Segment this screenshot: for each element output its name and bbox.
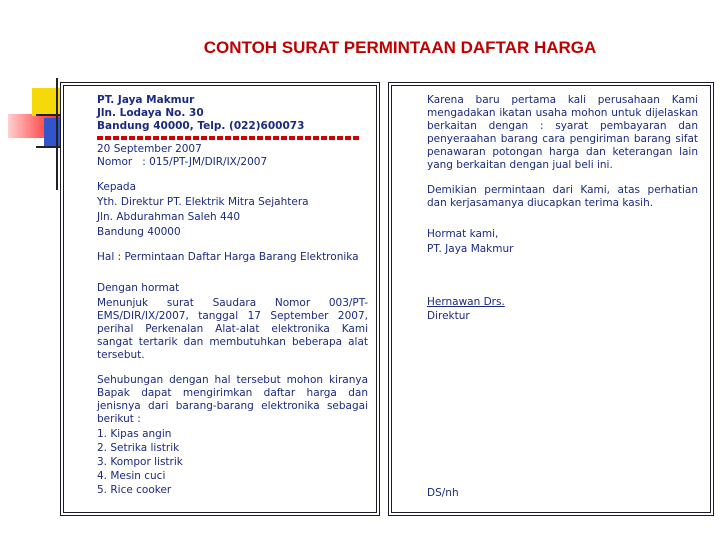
recipient-address: Jln. Abdurahman Saleh 440 [97, 211, 241, 223]
letter-number: Nomor : 015/PT-JM/DIR/IX/2007 [97, 156, 268, 168]
sender-city-phone: Bandung 40000, Telp. (022)600073 [97, 120, 305, 132]
recipient-city: Bandung 40000 [97, 226, 181, 238]
list-item: 2. Setrika listrik [97, 442, 180, 454]
signer-name: Hernawan Drs. [427, 296, 505, 308]
letter-subject: Hal : Permintaan Daftar Harga Barang Elektronika [97, 251, 359, 263]
left-paragraph-2: Sehubungan dengan hal tersebut mohon kiranya Bapak dapat mengirimkan daftar harga dan jenisnya dari barang-barang elektronika sebagai berikut : [97, 374, 368, 425]
right-paragraph-1: Karena baru pertama kali perusahaan Kami mengadakan ikatan usaha mohon untuk dijelaskan berkaitan dengan : syarat pembayaran dan penyeraahan barang cara pengiriman barang sifat penawaran potongan harga dan keterangan lain yang berkaitan dengan jual beli ini. [427, 94, 698, 171]
list-item: 5. Rice cooker [97, 484, 172, 496]
left-paragraph-1: Menunjuk surat Saudara Nomor 003/PT-EMS/DIR/IX/2007, tanggal 17 September 2007, perihal Perkenalan Alat-alat elektronika Kami sangat tertarik dan membutuhkan beberapa alat tersebut. [97, 297, 368, 361]
signer-position: Direktur [427, 310, 470, 322]
decor-vertical-line [56, 78, 58, 190]
recipient-name: Yth. Direktur PT. Elektrik Mitra Sejahtera [97, 196, 309, 208]
closing-salutation: Hormat kami, [427, 228, 499, 240]
list-item: 4. Mesin cuci [97, 470, 166, 482]
letter-initials: DS/nh [427, 487, 459, 499]
letter-date: 20 September 2007 [97, 143, 202, 155]
slide-title: CONTOH SURAT PERMINTAAN DAFTAR HARGA [203, 38, 597, 57]
list-item: 3. Kompor listrik [97, 456, 183, 468]
letter-greeting: Dengan hormat [97, 282, 180, 294]
letter-left-panel [60, 82, 380, 516]
closing-company: PT. Jaya Makmur [427, 243, 514, 255]
list-item: 1. Kipas angin [97, 428, 172, 440]
letterhead-divider [97, 136, 359, 140]
kepada-label: Kepada [97, 181, 137, 193]
sender-company: PT. Jaya Makmur [97, 94, 195, 106]
sender-address: Jln. Lodaya No. 30 [97, 107, 204, 119]
letter-right-panel [388, 82, 714, 516]
right-paragraph-2: Demikian permintaan dari Kami, atas perhatian dan kerjasamanya diucapkan terima kasih. [427, 184, 698, 209]
